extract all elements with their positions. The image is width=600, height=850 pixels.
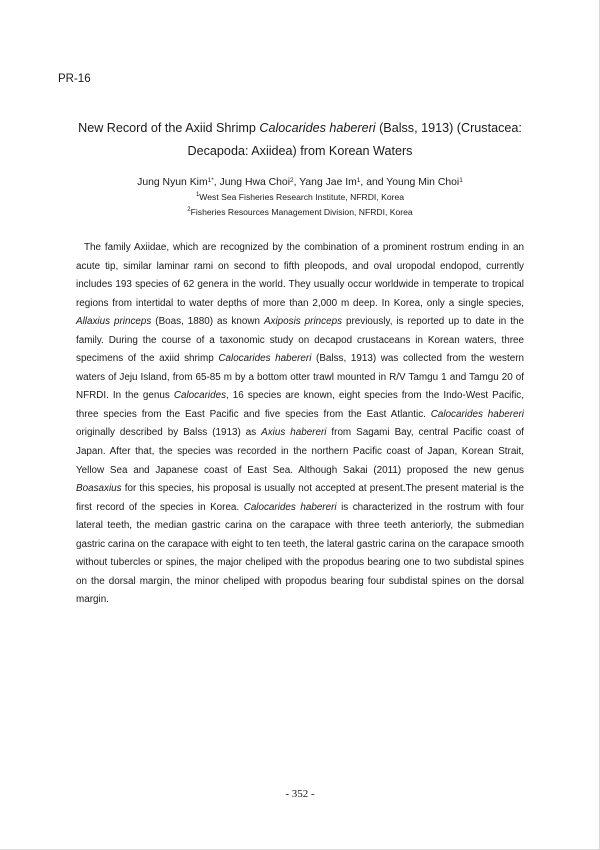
abstract-text: for this species, his proposal is usually not accepted at present.The present material is the first record of the species in Korea. xyxy=(76,483,524,513)
affiliation-2-text: Fisheries Resources Management Division, NFRDI, Korea xyxy=(190,207,413,217)
affiliation-1-mark: 1 xyxy=(195,192,200,198)
author-4: , and Young Min Choi xyxy=(360,177,460,188)
author-4-mark: 1 xyxy=(459,177,463,184)
species-name: Calocarides habereri xyxy=(218,353,312,365)
affiliation-2-mark: 2 xyxy=(187,207,191,213)
abstract-text: The family Axiidae, which are recognized by the combination of a prominent rostrum ending in an acute tip, similar laminar rami on second to fifth pleopods, and oval uropodal endopod, currently includes 193 species of 62 genera in the world. They usually occur worldwide in temperate to tropical regions from intertidal to water depths of more than 2,000 m deep. In Korea, only a single species, xyxy=(76,242,524,309)
affiliation-1 xyxy=(60,191,540,203)
title-part-1: New Record of the Axiid Shrimp xyxy=(78,121,260,135)
presentation-code: PR-16 xyxy=(58,73,91,85)
species-name: Axius habereri xyxy=(261,427,327,439)
species-name: Calocarides habereri xyxy=(430,408,524,420)
author-2: , Jung Hwa Choi xyxy=(213,177,291,188)
author-2-mark: 2 xyxy=(290,177,294,184)
author-3-mark: 1 xyxy=(356,177,361,184)
abstract-text: from Sagami Bay, central Pacific coast of Japan. After that, the species was recorded in the northern Pacific coast of Japan, Korean Strait, Yellow Sea and Japanese coast of East Sea. Although Sakai (2011) proposed the new genus xyxy=(76,427,524,476)
page-number: - 352 - xyxy=(285,788,315,800)
abstract-text: previously, is reported up to date in the family. During the course of a taxonomic study on decapod crustaceans in Korean waters, three specimens of the axiid shrimp xyxy=(76,316,524,365)
abstract-text: originally described by Balss (1913) as xyxy=(76,427,262,439)
affiliation-1-text: West Sea Fisheries Research Institute, NFRDI, Korea xyxy=(199,192,405,202)
author-list xyxy=(60,176,540,190)
affiliation-2 xyxy=(60,206,540,218)
abstract-paragraph xyxy=(76,239,524,610)
title-part-2: (Balss, 1913) (Crustacea: xyxy=(375,121,522,135)
abstract-text: is characterized in the rostrum with four lateral teeth, the median gastric carina on the carapace with three teeth anteriorly, the submedian gastric carina on the carapace with eight to ten teeth, the lateral gastric carina on the carapace smooth without tubercles or spines, the major cheliped with the propodus bearing one to two subdistal spines on the dorsal margin, the minor cheliped with propodus bearing four subdistal spines on the dorsal margin. xyxy=(76,501,524,606)
genus-name: Boasaxius xyxy=(76,483,122,495)
paper-title xyxy=(60,117,540,163)
species-name: Calocarides habereri xyxy=(243,501,337,513)
species-name: Axiposis princeps xyxy=(263,316,343,328)
abstract-text: , 16 species are known, eight species from the Indo-West Pacific, three species from the East Pacific and five species from the East Atlantic. xyxy=(76,390,524,420)
author-3: , Yang Jae Im xyxy=(293,177,357,188)
title-line-2: Decapoda: Axiidea) from Korean Waters xyxy=(187,144,413,158)
author-1: Jung Nyun Kim xyxy=(137,177,208,188)
title-species-name: Calocarides habereri xyxy=(259,121,376,135)
author-1-mark: 1* xyxy=(207,177,214,184)
abstract-text: (Balss, 1913) was collected from the western waters of Jeju Island, from 65-85 m by a bottom otter trawl mounted in R/V Tamgu 1 and Tamgu 20 of NFRDI. In the genus xyxy=(76,353,524,402)
species-name: Allaxius princeps xyxy=(76,316,152,328)
genus-name: Calocarides xyxy=(173,390,227,402)
abstract-text: (Boas, 1880) as known xyxy=(151,316,264,328)
